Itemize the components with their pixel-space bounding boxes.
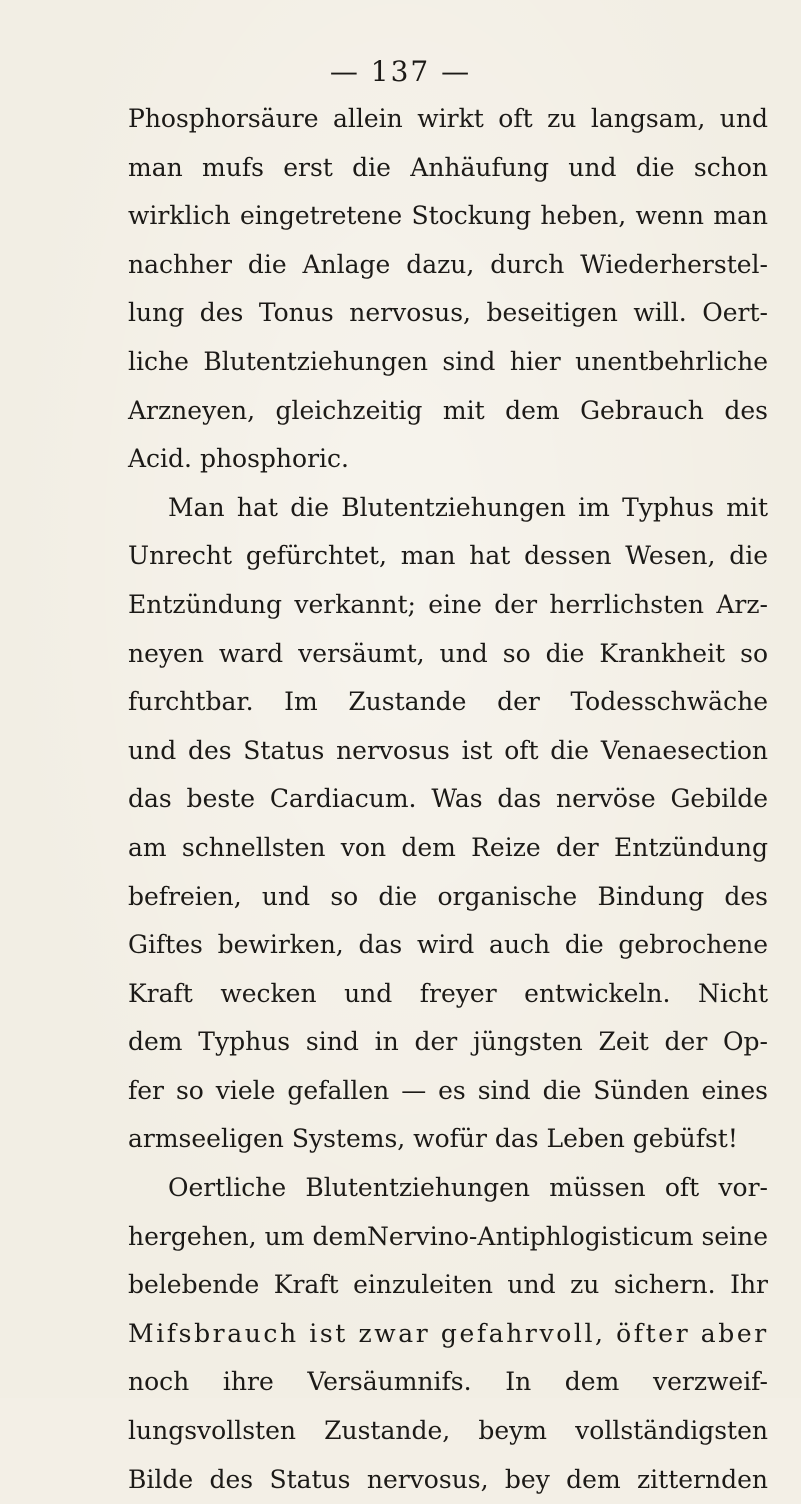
text-line: lung des Tonus nervosus, beseitigen will. Oert-: [128, 298, 768, 328]
text-line: Kraft wecken und freyer entwickeln. Nicht: [128, 978, 768, 1008]
text-line: Phosphorsäure allein wirkt oft zu langsam, und: [128, 104, 768, 133]
text-line: wirklich eingetretene Stockung heben, wenn man: [128, 201, 768, 231]
text-line: fer so viele gefallen — es sind die Sünden eines: [128, 1075, 768, 1105]
text-line: Arzneyen, gleichzeitig mit dem Gebrauch des: [128, 395, 768, 425]
text-line: belebende Kraft einzuleiten und zu sichern. Ihr: [128, 1270, 768, 1300]
paragraph-start-line: Man hat die Blutentziehungen im Typhus mit: [168, 492, 768, 522]
body-text: [128, 95, 768, 1504]
text-line: Unrecht gefürchtet, man hat dessen Wesen, die: [128, 541, 768, 571]
text-line: hergehen, um demNervino-Antiphlogisticum seine: [128, 1221, 768, 1251]
paragraph-start-line: Oertliche Blutentziehungen müssen oft vor-: [168, 1173, 768, 1203]
text-line: noch ihre Versäumnifs. In dem verzweif-: [128, 1367, 768, 1397]
text-line: und des Status nervosus ist oft die Venaesection: [128, 735, 768, 765]
text-line: Giftes bewirken, das wird auch die gebrochene: [128, 930, 768, 960]
text-line: Bilde des Status nervosus, bey dem zitternden: [128, 1464, 768, 1494]
text-line: Acid. phosphoric.: [128, 444, 349, 474]
text-line: dem Typhus sind in der jüngsten Zeit der Op-: [128, 1027, 768, 1057]
text-line: nachher die Anlage dazu, durch Wiederherstel-: [128, 249, 768, 279]
page-number: — 137 —: [329, 55, 472, 88]
text-line: furchtbar. Im Zustande der Todesschwäche: [128, 687, 768, 717]
text-line: liche Blutentziehungen sind hier unentbehrliche: [128, 346, 768, 376]
text-line: das beste Cardiacum. Was das nervöse Gebilde: [128, 784, 768, 814]
text-line: man mufs erst die Anhäufung und die schon: [128, 152, 768, 182]
text-line: am schnellsten von dem Reize der Entzündung: [128, 832, 768, 862]
text-line: Entzündung verkannt; eine der herrlichsten Arz-: [128, 589, 768, 619]
text-line: neyen ward versäumt, und so die Krankheit so: [128, 638, 768, 668]
text-line: armseeligen Systems, wofür das Leben gebüfst!: [128, 1124, 738, 1154]
text-line: befreien, und so die organische Bindung des: [128, 881, 768, 911]
text-line: lungsvollsten Zustande, beym vollständigsten: [128, 1416, 768, 1446]
emphasized-text-line: Mifsbrauch ist zwar gefahrvoll, öfter aber: [128, 1318, 769, 1348]
